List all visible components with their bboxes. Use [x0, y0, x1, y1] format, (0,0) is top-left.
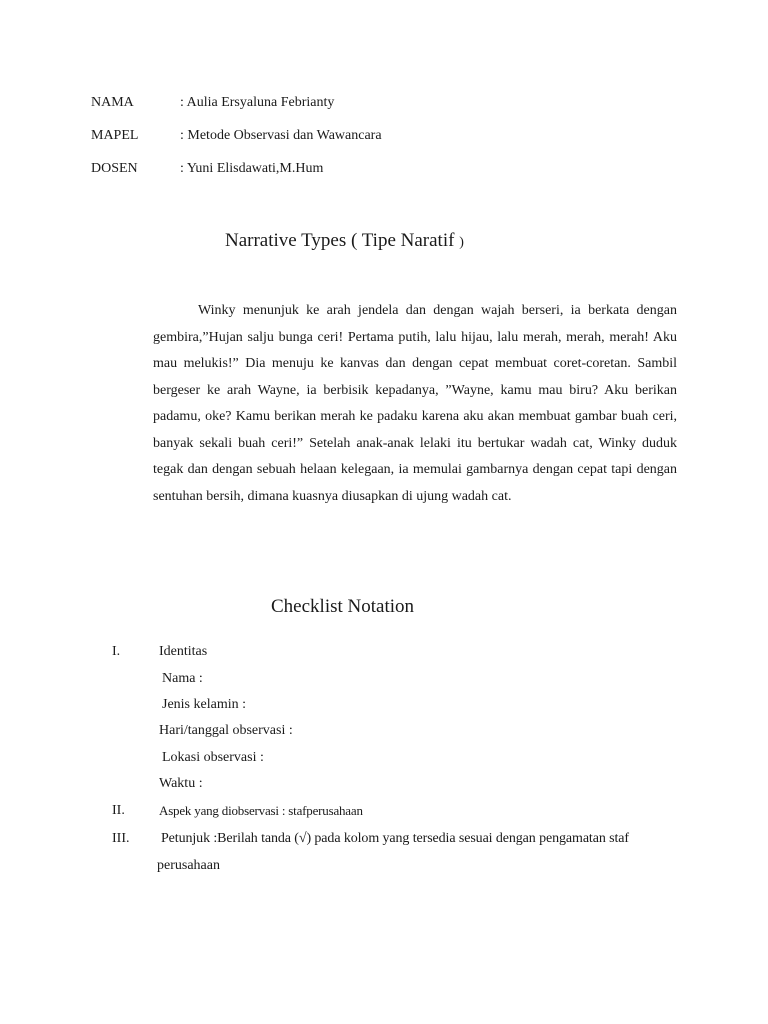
- mapel-value: : Metode Observasi dan Wawancara: [180, 128, 382, 143]
- narrative-title-main: Narrative Types ( Tipe Naratif: [225, 230, 455, 251]
- section-3-number: III.: [112, 831, 130, 846]
- field-lokasi: Lokasi observasi :: [162, 750, 264, 765]
- dosen-value: : Yuni Elisdawati,M.Hum: [180, 161, 324, 176]
- mapel-label: MAPEL: [91, 128, 139, 143]
- field-waktu: Waktu :: [159, 776, 203, 791]
- dosen-label: DOSEN: [91, 161, 138, 176]
- field-hari-tanggal: Hari/tanggal observasi :: [159, 723, 293, 738]
- checklist-title: Checklist Notation: [271, 596, 415, 617]
- section-1-heading: Identitas: [159, 644, 208, 659]
- narrative-paragraph: Winky menunjuk ke arah jendela dan dengan wajah berseri, ia berkata dengan gembira,”Hujan salju bunga ceri! Pertama putih, lalu hijau, lalu merah, merah, merah! Aku mau melukis!” Dia menuju ke kanvas dan dengan cepat membuat coret-coretan. Sambil bergeser ke arah Wayne, ia berbisik kepadanya, ”Wayne, kamu mau biru? Aku berikan padamu, oke? Kamu berikan merah ke padaku karena aku akan membuat gambar buah ceri, banyak sekali buah ceri!” Setelah anak-anak lelaki itu bertukar wadah cat, Winky duduk tegak dan dengan sebuah helaan kelegaan, ia memulai gambarnya dengan cepat tapi dengan sentuhan bersih, dimana kuasnya diusapkan di ujung wadah cat.: [153, 303, 677, 504]
- section-1-number: I.: [112, 644, 121, 659]
- narrative-title-close: ): [459, 235, 464, 250]
- nama-label: NAMA: [91, 95, 134, 110]
- field-nama: Nama :: [162, 671, 203, 686]
- section-3-text: Petunjuk :Berilah tanda (√) pada kolom yang tersedia sesuai dengan pengamatan staf: [161, 831, 629, 846]
- narrative-title: [225, 229, 464, 255]
- nama-value: : Aulia Ersyaluna Febrianty: [180, 95, 335, 110]
- section-3-text-cont: perusahaan: [157, 858, 220, 873]
- field-jenis-kelamin: Jenis kelamin :: [162, 697, 246, 712]
- section-2-text: Aspek yang diobservasi : stafperusahaan: [159, 803, 363, 818]
- section-2-number: II.: [112, 803, 125, 818]
